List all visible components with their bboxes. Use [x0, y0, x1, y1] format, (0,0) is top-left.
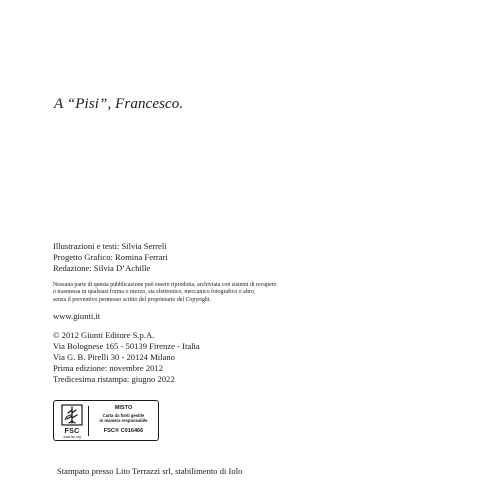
- printer-info: Stampato presso Lito Terrazzi srl, stabilimento di Iolo: [57, 466, 243, 476]
- rights-line: o trasmessa in qualsiasi forma o mezzo, sia elettronico, meccanico fotografico o altro,: [53, 289, 256, 296]
- fsc-mark: FSC: [64, 426, 80, 435]
- fsc-tree-icon: [61, 404, 83, 426]
- credit-illustrations: Illustrazioni e testi: Silvia Serreli: [53, 241, 167, 251]
- credit-editing: Redazione: Silvia D’Achille: [53, 263, 151, 273]
- address-milan: Via G. B. Pirelli 30 - 20124 Milano: [53, 352, 175, 362]
- dedication: A “Pisi”, Francesco.: [54, 96, 184, 112]
- copyright-line: © 2012 Giunti Editore S.p.A.: [53, 330, 155, 340]
- fsc-description-line: in maniera responsabile: [99, 418, 148, 423]
- fsc-license-code: FSC® C016466: [103, 428, 144, 434]
- fsc-url: www.fsc.org: [63, 435, 81, 439]
- reprint-info: Tredicesima ristampa: giugno 2022: [53, 374, 175, 384]
- publisher-block: [53, 330, 200, 385]
- credits-block: [53, 241, 168, 274]
- website-url: www.giunti.it: [53, 311, 101, 321]
- fsc-logo: [59, 404, 85, 438]
- rights-notice: [53, 282, 277, 304]
- fsc-certification-label: [53, 400, 159, 441]
- fsc-title: MISTO: [114, 405, 133, 411]
- rights-line: senza il preventivo permesso scritto del proprietario del Copyright.: [53, 296, 211, 303]
- fsc-description: [90, 413, 157, 423]
- rights-line: Nessuna parte di questa pubblicazione può essere riprodotta, archiviata con sistemi di recupero: [53, 282, 277, 288]
- credit-graphic-design: Progetto Grafico: Romina Ferrari: [53, 252, 168, 262]
- fsc-description-line: Carta da fonti gestite: [102, 413, 145, 418]
- address-florence: Via Bolognese 165 - 50139 Firenze - Italia: [53, 341, 200, 351]
- first-edition: Prima edizione: novembre 2012: [53, 363, 164, 373]
- fsc-divider: [88, 406, 89, 436]
